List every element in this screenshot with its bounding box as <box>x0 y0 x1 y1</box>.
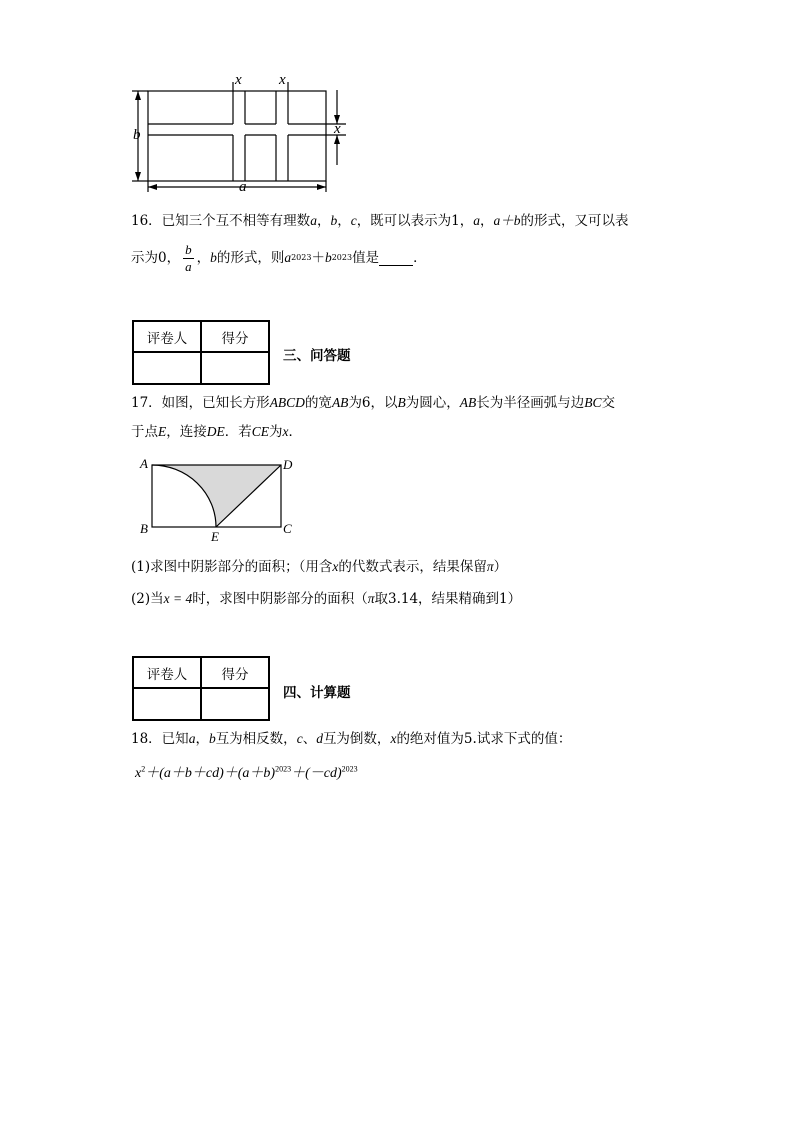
label-x-top1: x <box>235 72 242 88</box>
score-table-grader-cell[interactable] <box>133 352 201 384</box>
point-a-label: A <box>140 456 148 471</box>
score-table-1 <box>132 320 270 385</box>
q18-expression: $x^2+(a+b+cd)+(a+b)^{2023}+(-cd)^{2023}$ <box>135 764 358 781</box>
fraction-b-over-a: $\frac{b}{a}$ <box>185 241 192 274</box>
score-table-score-header: 得分 <box>201 321 269 352</box>
label-x-top2: x <box>279 72 286 88</box>
section4-title: 四、计算题 <box>283 685 351 701</box>
score-table-grader-cell[interactable] <box>133 688 201 720</box>
q17-line1: 17．如图，已知长方形ABCD的宽AB为6，以B为圆心，AB长为半径画弧与边BC交 <box>131 395 616 411</box>
q16-line2: 示为0， $\frac{b}{a}$ ， b 的形式，则 a 2023 ＋ b 2023 值是 ． <box>131 241 427 274</box>
label-a: a <box>239 179 247 195</box>
point-b-label: B <box>140 521 148 536</box>
label-b: b <box>133 127 141 143</box>
point-d-label: D <box>283 457 293 472</box>
shaded-region <box>152 465 281 527</box>
outer-rectangle <box>148 91 326 181</box>
answer-blank[interactable] <box>379 251 413 266</box>
score-table-score-cell[interactable] <box>201 352 269 384</box>
score-table-score-cell[interactable] <box>201 688 269 720</box>
section3-title: 三、问答题 <box>283 348 351 364</box>
rectangle-arc-figure <box>138 455 318 545</box>
score-table-grader-header: 评卷人 <box>133 321 201 352</box>
q16-line1: 16．已知三个互不相等有理数a，b，c，既可以表示为1，a，a＋b的形式，又可以表 <box>131 213 629 229</box>
q17-part1: (1)求图中阴影部分的面积；（用含x的代数式表示，结果保留π） <box>131 559 508 575</box>
score-table-grader-header: 评卷人 <box>133 657 201 688</box>
cross-strip-figure <box>128 70 358 195</box>
q17-part2: (2)当x = 4时，求图中阴影部分的面积（π取3.14，结果精确到1） <box>131 591 522 607</box>
point-e-label: E <box>211 529 219 544</box>
q17-line2: 于点E，连接DE．若CE为x． <box>131 424 303 440</box>
q18-line1: 18．已知a，b互为相反数，c、d互为倒数，x的绝对值为5.试求下式的值： <box>131 731 572 747</box>
point-c-label: C <box>283 521 292 536</box>
label-x-right: x <box>334 121 341 137</box>
score-table-2 <box>132 656 270 721</box>
score-table-score-header: 得分 <box>201 657 269 688</box>
